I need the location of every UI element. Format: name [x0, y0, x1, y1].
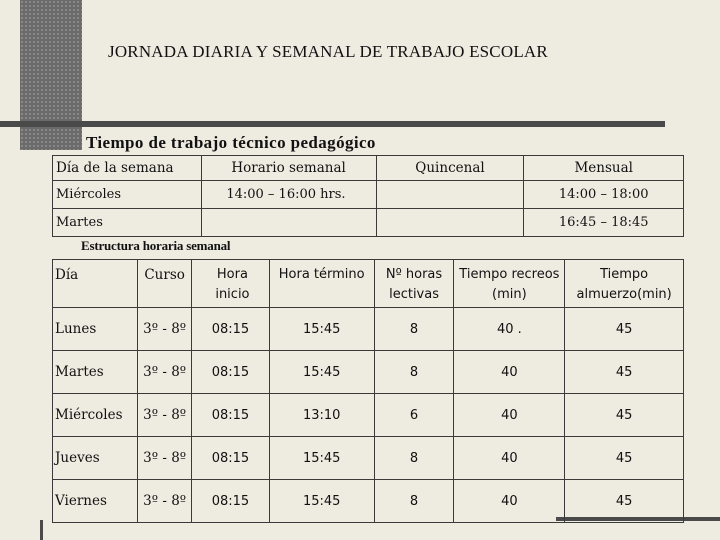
- cell-day: Martes: [53, 209, 202, 237]
- header-text: Hora término: [278, 267, 365, 282]
- cell-lunch: 45: [565, 394, 684, 437]
- cell-weekly: [201, 209, 376, 237]
- cell-recess: 40: [454, 351, 565, 394]
- cell-recess: 40 .: [454, 308, 565, 351]
- cell-recess: 40: [454, 437, 565, 480]
- cell-hours: 8: [374, 437, 454, 480]
- cell-hours: 8: [374, 308, 454, 351]
- header-text: Tiempo recreos: [459, 267, 560, 282]
- cell-course: 3º - 8º: [138, 308, 192, 351]
- header-text: Curso: [144, 267, 185, 283]
- decorative-tick: [40, 520, 43, 540]
- cell-day: Miércoles: [53, 394, 138, 437]
- cell-hours: 8: [374, 480, 454, 523]
- cell-course: 3º - 8º: [138, 480, 192, 523]
- table-row: [53, 351, 684, 394]
- cell-day: Jueves: [53, 437, 138, 480]
- cell-biweekly: [376, 181, 524, 209]
- table-row: [53, 308, 684, 351]
- table-header-row: [53, 156, 684, 181]
- cell-start: 08:15: [192, 308, 270, 351]
- cell-end: 15:45: [269, 437, 374, 480]
- column-header: Quincenal: [376, 156, 524, 181]
- header-text: Hora: [216, 267, 248, 282]
- decorative-rule: [0, 121, 665, 127]
- cell-day: Lunes: [53, 308, 138, 351]
- cell-course: 3º - 8º: [138, 394, 192, 437]
- table-caption: Estructura horaria semanal: [81, 238, 231, 253]
- column-header: Día de la semana: [53, 156, 202, 181]
- cell-monthly: 14:00 – 18:00: [524, 181, 684, 209]
- cell-lunch: 45: [565, 480, 684, 523]
- header-text: inicio: [215, 287, 250, 302]
- cell-day: Viernes: [53, 480, 138, 523]
- column-header-lunch: [565, 260, 684, 308]
- column-header-day: [53, 260, 138, 308]
- cell-recess: 40: [454, 480, 565, 523]
- column-header-course: [138, 260, 192, 308]
- cell-hours: 8: [374, 351, 454, 394]
- cell-recess: 40: [454, 394, 565, 437]
- table-header-row: [53, 260, 684, 308]
- header-text: Nº horas: [385, 267, 443, 282]
- cell-hours: 6: [374, 394, 454, 437]
- table-row: [53, 480, 684, 523]
- page-title: JORNADA DIARIA Y SEMANAL DE TRABAJO ESCOLAR: [108, 42, 548, 61]
- cell-lunch: 45: [565, 437, 684, 480]
- decorative-pattern-block: [20, 0, 82, 150]
- cell-day: Martes: [53, 351, 138, 394]
- cell-lunch: 45: [565, 351, 684, 394]
- cell-lunch: 45: [565, 308, 684, 351]
- cell-start: 08:15: [192, 437, 270, 480]
- section-subtitle: Tiempo de trabajo técnico pedagógico: [86, 133, 376, 152]
- header-text: Tiempo: [600, 267, 649, 282]
- weekly-schedule-table: [52, 259, 684, 523]
- cell-end: 15:45: [269, 308, 374, 351]
- header-text: (min): [492, 287, 527, 302]
- column-header-recess: [454, 260, 565, 308]
- cell-course: 3º - 8º: [138, 437, 192, 480]
- cell-end: 15:45: [269, 351, 374, 394]
- cell-course: 3º - 8º: [138, 351, 192, 394]
- cell-day: Miércoles: [53, 181, 202, 209]
- table-row: [53, 181, 684, 209]
- cell-start: 08:15: [192, 480, 270, 523]
- cell-start: 08:15: [192, 351, 270, 394]
- cell-monthly: 16:45 – 18:45: [524, 209, 684, 237]
- cell-biweekly: [376, 209, 524, 237]
- tech-pedagogic-table: [52, 155, 684, 237]
- column-header-hours: [374, 260, 454, 308]
- cell-start: 08:15: [192, 394, 270, 437]
- column-header: Mensual: [524, 156, 684, 181]
- table-row: [53, 437, 684, 480]
- cell-end: 15:45: [269, 480, 374, 523]
- table-row: [53, 209, 684, 237]
- column-header-end: [269, 260, 374, 308]
- table-row: [53, 394, 684, 437]
- cell-weekly: 14:00 – 16:00 hrs.: [201, 181, 376, 209]
- cell-end: 13:10: [269, 394, 374, 437]
- column-header: Horario semanal: [201, 156, 376, 181]
- column-header-start: [192, 260, 270, 308]
- header-text: lectivas: [389, 287, 439, 302]
- header-text: almuerzo(min): [576, 287, 672, 302]
- header-text: Día: [55, 267, 79, 283]
